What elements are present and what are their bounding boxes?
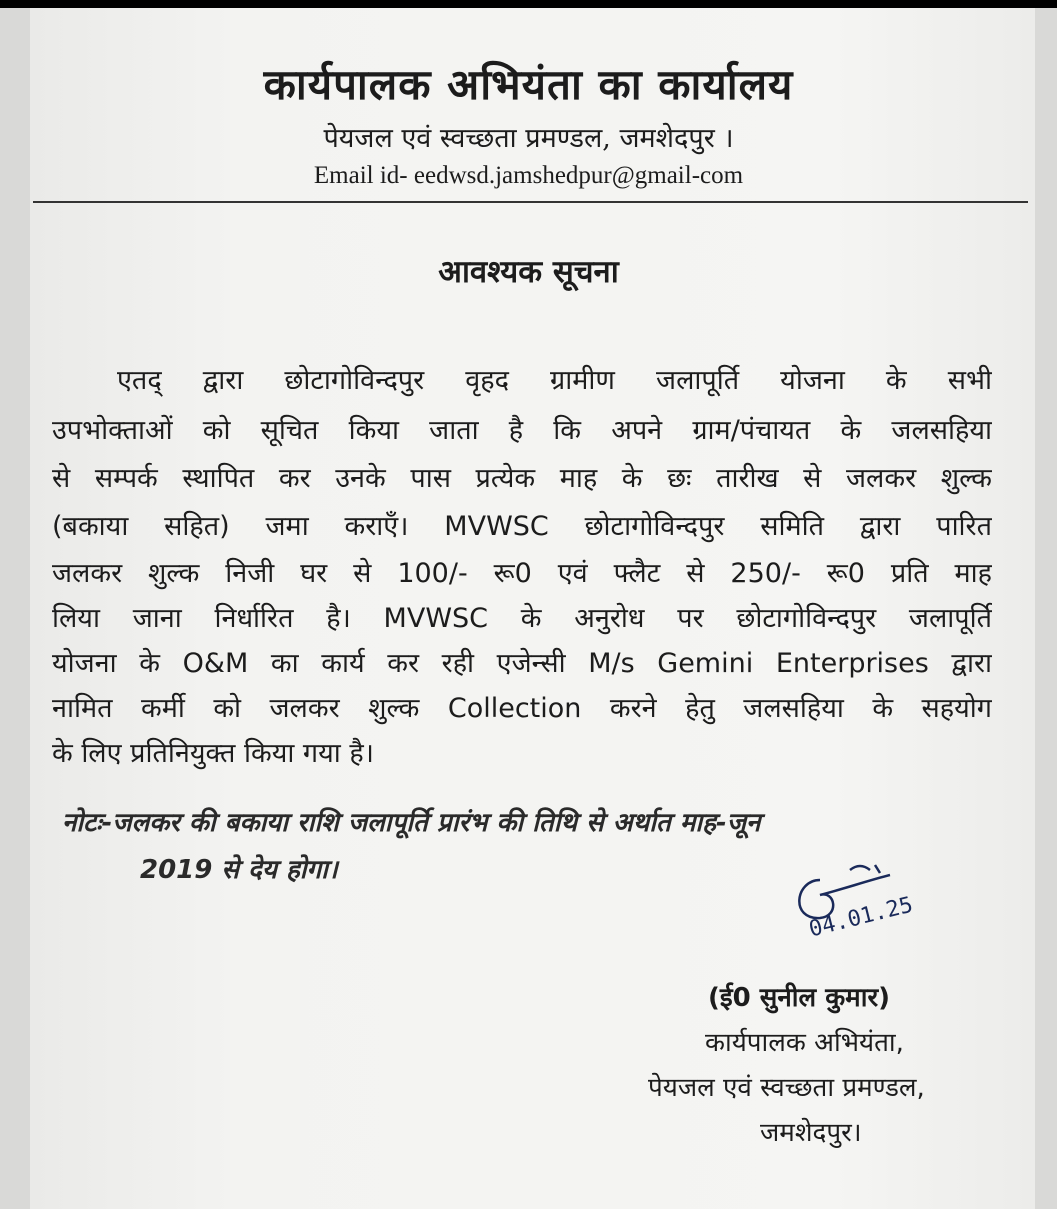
- header-divider: [33, 201, 1028, 203]
- signatory-city: जमशेदपुर।: [760, 1118, 862, 1148]
- body-line: के लिए प्रतिनियुक्त किया गया है।: [52, 738, 374, 769]
- signatory-designation: कार्यपालक अभियंता,: [705, 1028, 904, 1058]
- signatory-name: (ई0 सुनील कुमार): [708, 983, 890, 1013]
- body-line: नामित कर्मी को जलकर शुल्क Collection करने हेतु जलसहिया के सहयोग: [52, 693, 992, 724]
- note-line: नोटः-जलकर की बकाया राशि जलापूर्ति प्रारंभ की तिथि से अर्थात माह-जून: [62, 808, 761, 838]
- body-line: से सम्पर्क स्थापित कर उनके पास प्रत्येक माह के छः तारीख से जलकर शुल्क: [52, 463, 992, 494]
- body-line: योजना के O&M का कार्य कर रही एजेन्सी M/s Gemini Enterprises द्वारा: [52, 648, 992, 679]
- office-title: कार्यपालक अभियंता का कार्यालय: [263, 60, 794, 109]
- handwritten-date: 04.01.25: [806, 892, 916, 943]
- office-subtitle: पेयजल एवं स्वच्छता प्रमण्डल, जमशेदपुर ।: [323, 123, 734, 154]
- body-line: उपभोक्ताओं को सूचित किया जाता है कि अपने ग्राम/पंचायत के जलसहिया: [52, 415, 992, 446]
- top-bar: [0, 0, 1057, 8]
- office-email: Email id- eedwsd.jamshedpur@gmail-com: [313, 162, 744, 189]
- body-line: (बकाया सहित) जमा कराएँ। MVWSC छोटागोविन्दपुर समिति द्वारा पारित: [52, 511, 992, 542]
- note-line: 2019 से देय होगा।: [140, 855, 338, 885]
- body-line: एतद् द्वारा छोटागोविन्दपुर वृहद ग्रामीण जलापूर्ति योजना के सभी: [117, 365, 992, 396]
- signatory-division: पेयजल एवं स्वच्छता प्रमण्डल,: [648, 1073, 925, 1103]
- body-line: जलकर शुल्क निजी घर से 100/- रू0 एवं फ्लैट से 250/- रू0 प्रति माह: [52, 558, 992, 589]
- body-line: लिया जाना निर्धारित है। MVWSC के अनुरोध पर छोटागोविन्दपुर जलापूर्ति: [52, 603, 992, 634]
- notice-heading: आवश्यक सूचना: [438, 254, 619, 290]
